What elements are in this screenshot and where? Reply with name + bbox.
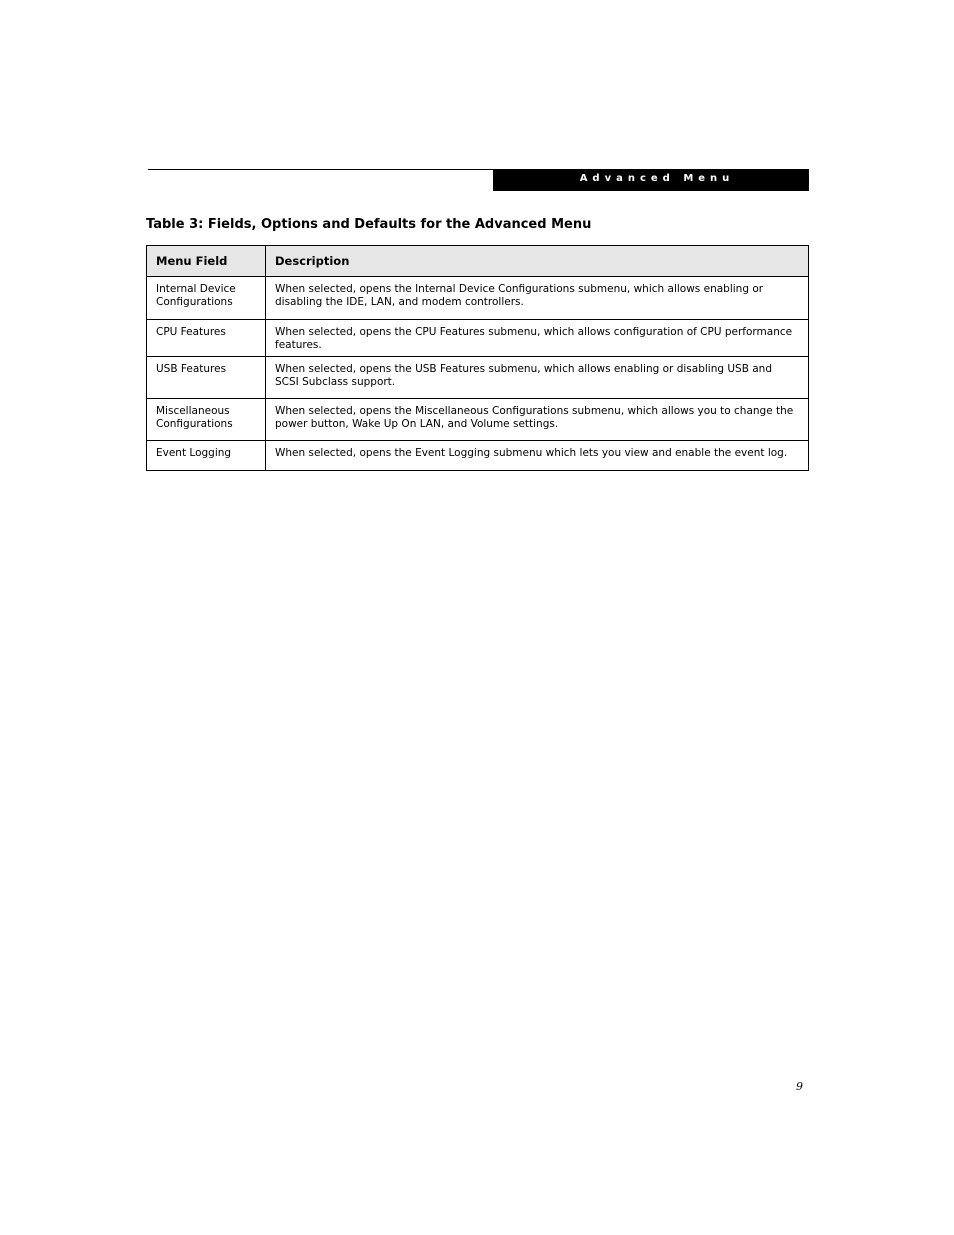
table-row xyxy=(147,320,809,357)
description-cell: When selected, opens the Internal Device Configurations submenu, which allows enabling or disabling the IDE, LAN, and modem controllers. xyxy=(266,277,809,320)
menu-field-cell: Miscellaneous Configurations xyxy=(147,399,266,441)
section-header-tab: Advanced Menu xyxy=(493,169,809,191)
description-cell: When selected, opens the CPU Features submenu, which allows configuration of CPU performance features. xyxy=(266,320,809,357)
description-cell: When selected, opens the USB Features submenu, which allows enabling or disabling USB and SCSI Subclass support. xyxy=(266,357,809,399)
table-row xyxy=(147,357,809,399)
column-header-menu-field: Menu Field xyxy=(147,246,266,277)
menu-field-cell: Event Logging xyxy=(147,441,266,471)
menu-field-cell: USB Features xyxy=(147,357,266,399)
table-row xyxy=(147,399,809,441)
menu-field-cell: Internal Device Configurations xyxy=(147,277,266,320)
table-title: Table 3: Fields, Options and Defaults for the Advanced Menu xyxy=(146,217,592,232)
page-number: 9 xyxy=(796,1080,803,1093)
table-row xyxy=(147,441,809,471)
header-rule xyxy=(148,169,493,170)
description-cell: When selected, opens the Miscellaneous Configurations submenu, which allows you to change the power button, Wake Up On LAN, and Volume settings. xyxy=(266,399,809,441)
table-row xyxy=(147,277,809,320)
advanced-menu-table xyxy=(146,245,809,471)
column-header-description: Description xyxy=(266,246,809,277)
menu-field-cell: CPU Features xyxy=(147,320,266,357)
table-header-row xyxy=(147,246,809,277)
description-cell: When selected, opens the Event Logging submenu which lets you view and enable the event log. xyxy=(266,441,809,471)
